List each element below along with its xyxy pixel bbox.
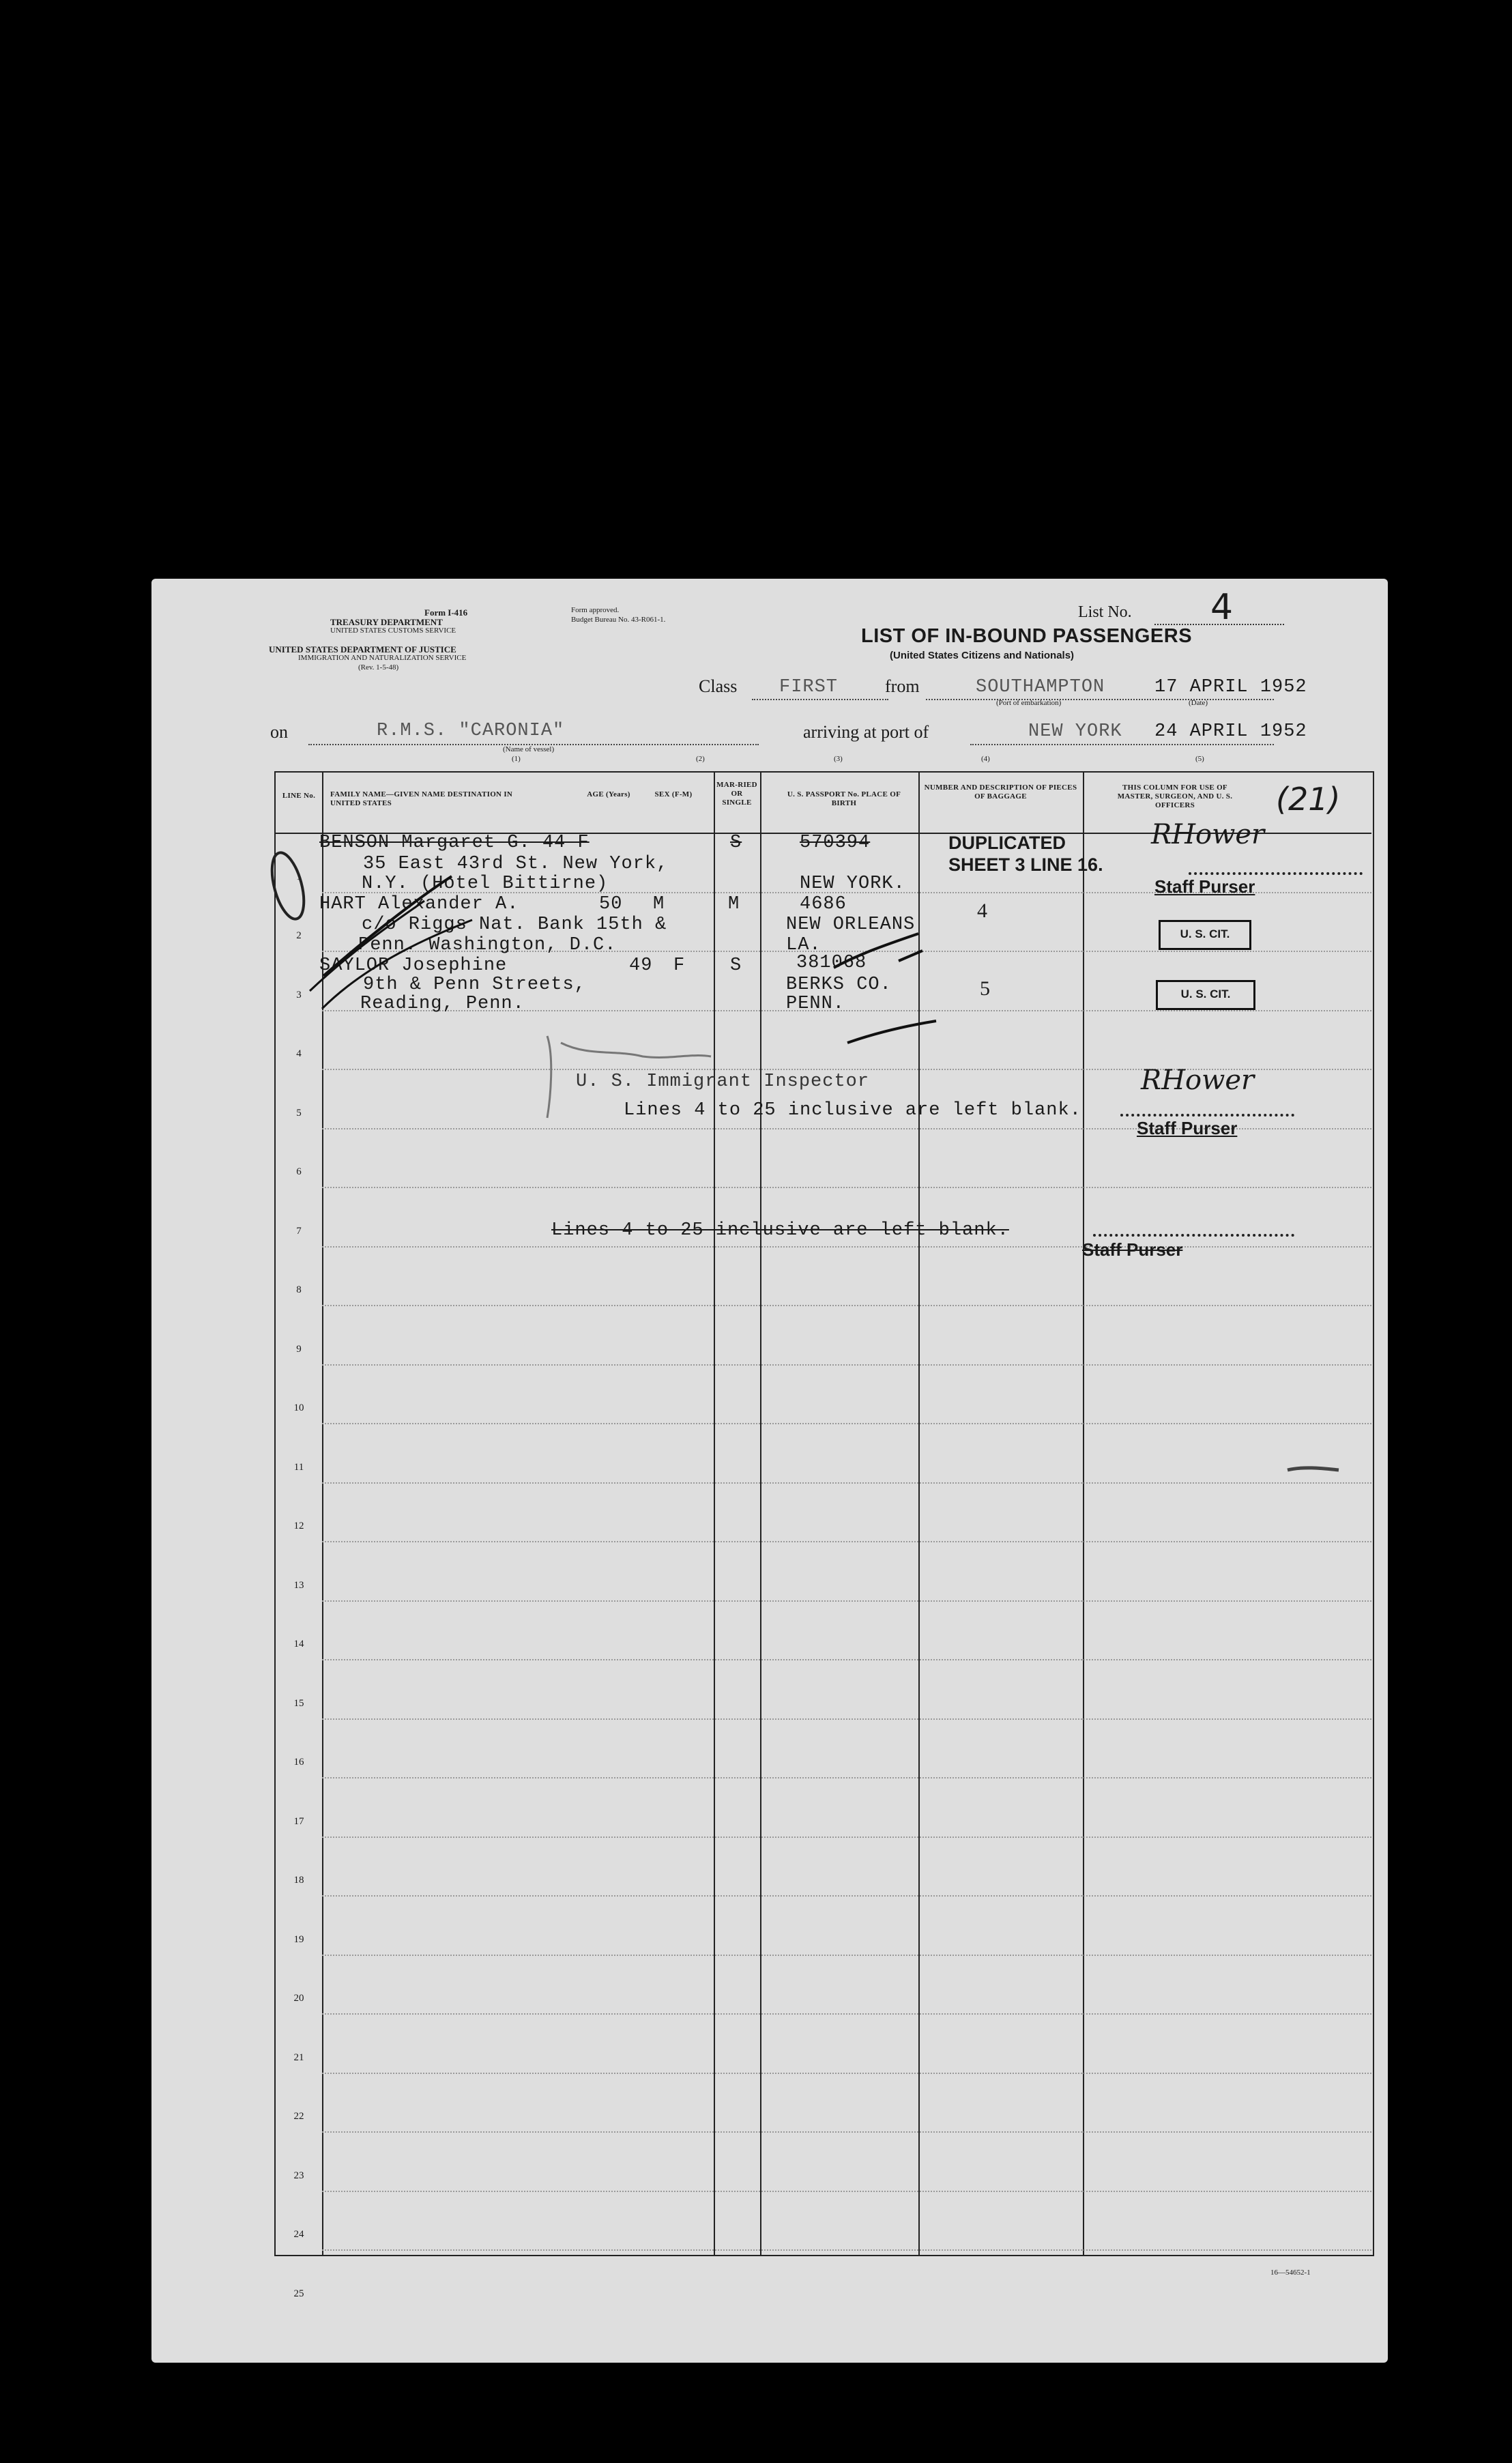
hart-address-2: Penn. Washington, D.C. [358, 935, 617, 955]
line-number: 8 [296, 1284, 302, 1295]
benson-address-2: N.Y. (Hotel Bittirne) [362, 874, 609, 894]
revision: (Rev. 1-5-48) [358, 663, 399, 672]
vessel-note: (Name of vessel) [503, 745, 555, 753]
line-number: 18 [293, 1875, 304, 1886]
us-citizen-stamp: U. S. CIT. [1159, 920, 1251, 950]
line-number: 5 [296, 1107, 302, 1119]
ruled-line [322, 1305, 1371, 1306]
duplicated-note-1: DUPLICATED [948, 833, 1066, 853]
staff-purser-3: Staff Purser [1082, 1239, 1183, 1260]
from-value: SOUTHAMPTON [976, 677, 1105, 697]
line-number: 23 [293, 2170, 304, 2181]
ruled-line [322, 1659, 1371, 1660]
col-num-2: (2) [696, 755, 705, 763]
ruled-line [322, 1482, 1371, 1484]
col-header-line: LINE No. [282, 792, 316, 800]
col-header-name: FAMILY NAME—GIVEN NAME DESTINATION IN UNITED STATES [330, 790, 513, 807]
document-title: LIST OF IN-BOUND PASSENGERS [861, 625, 1193, 647]
benson-address-1: 35 East 43rd St. New York, [363, 854, 669, 874]
saylor-passport: 381068 [796, 953, 867, 973]
staff-purser-1: Staff Purser [1154, 876, 1255, 897]
col-header-sex: SEX (F-M) [654, 790, 693, 798]
line-number: 4 [296, 1048, 302, 1059]
on-label: on [270, 722, 288, 742]
vessel-name: R.M.S. "CARONIA" [377, 721, 565, 741]
line-number: 16 [293, 1757, 304, 1768]
col-divider [760, 771, 761, 2255]
date-note: (Date) [1189, 699, 1208, 707]
line-number: 1 [296, 871, 302, 882]
arriving-label: arriving at port of [803, 722, 929, 742]
col-header-married: MAR-RIED OR SINGLE [716, 781, 757, 807]
hart-baggage: 4 [977, 899, 987, 922]
line-number: 24 [293, 2229, 304, 2240]
staff-purser-2: Staff Purser [1137, 1118, 1238, 1138]
inspector-caption: U. S. Immigrant Inspector [576, 1071, 870, 1092]
benson-passport: 570394 [800, 833, 871, 853]
saylor-name: SAYLOR Josephine [319, 955, 508, 976]
saylor-birthplace-2: PENN. [786, 994, 845, 1014]
line-number: 19 [293, 1933, 304, 1945]
col-divider [1083, 771, 1084, 2255]
saylor-birthplace-1: BERKS CO. [786, 975, 892, 995]
saylor-address-1: 9th & Penn Streets, [363, 975, 586, 995]
line-number: 21 [293, 2051, 304, 2063]
form-number: Form I-416 [424, 607, 468, 618]
line-number: 12 [293, 1521, 304, 1531]
struck-note-leader [1093, 1234, 1294, 1237]
list-number: 4 [1210, 587, 1234, 628]
ruled-line [322, 2249, 1371, 2251]
line-number: 20 [293, 1993, 304, 2004]
passenger-count: (21) [1276, 781, 1341, 818]
line-number: 2 [296, 930, 302, 941]
line-number: 25 [293, 2288, 304, 2299]
line-number: 22 [293, 2111, 304, 2122]
benson-marital: S [730, 833, 742, 853]
ruled-line [322, 1541, 1371, 1542]
blank-note-leader [1120, 1114, 1294, 1117]
hart-marital: M [728, 894, 740, 914]
form-approved: Form approved. [571, 606, 620, 614]
budget-bureau: Budget Bureau No. 43-R061-1. [571, 616, 666, 624]
ins-service: IMMIGRATION AND NATURALIZATION SERVICE [298, 654, 467, 662]
document-subtitle: (United States Citizens and Nationals) [890, 650, 1075, 661]
col-header-officers: THIS COLUMN FOR USE OF MASTER, SURGEON, AND U. S. OFFICERS [1117, 783, 1233, 809]
col-divider [322, 771, 323, 2255]
saylor-marital: S [730, 955, 742, 976]
hart-passport: 4686 [800, 894, 847, 914]
justice-dept: UNITED STATES DEPARTMENT OF JUSTICE [269, 644, 456, 654]
class-value: FIRST [779, 677, 839, 697]
list-no-label: List No. [1078, 603, 1132, 621]
line-number: 13 [293, 1579, 304, 1591]
embark-date: 17 APRIL 1952 [1154, 677, 1307, 697]
line-number: 7 [296, 1225, 302, 1237]
class-underline [752, 699, 888, 700]
line-number: 17 [293, 1815, 304, 1827]
line-number: 6 [296, 1166, 302, 1177]
hart-birthplace-1: NEW ORLEANS [786, 914, 916, 935]
from-underline [926, 699, 1274, 700]
ruled-line [322, 1423, 1371, 1424]
hart-birthplace-2: LA. [786, 935, 822, 955]
col-num-4: (4) [981, 755, 990, 763]
footer-code: 16—54652-1 [1270, 2268, 1311, 2277]
col-num-5: (5) [1195, 755, 1204, 763]
hart-age: 50 [599, 894, 623, 914]
ruled-line [322, 1187, 1371, 1188]
line-number: 11 [293, 1461, 304, 1473]
line-number: 9 [296, 1343, 302, 1355]
col-header-passport: U. S. PASSPORT No. PLACE OF BIRTH [787, 790, 901, 807]
col-header-age: AGE (Years) [587, 790, 630, 798]
col-header-baggage: NUMBER AND DESCRIPTION OF PIECES OF BAGGAGE [924, 783, 1077, 801]
line-number: 15 [293, 1697, 304, 1709]
ruled-line [322, 1837, 1371, 1838]
ruled-line [322, 1246, 1371, 1248]
line-number: 14 [293, 1639, 304, 1650]
line-number: 10 [293, 1402, 304, 1413]
ruled-line [322, 2191, 1371, 2192]
manifest-page [151, 579, 1388, 2363]
benson-birthplace: NEW YORK. [800, 874, 905, 894]
purser-signature-1: RHower [1151, 819, 1265, 850]
hart-name: HART Alexander A. [319, 894, 519, 914]
class-label: Class [699, 676, 738, 696]
hart-address-1: c/o Riggs Nat. Bank 15th & [362, 914, 667, 935]
blank-lines-note-struck: Lines 4 to 25 inclusive are left blank. [551, 1220, 1009, 1241]
saylor-age: 49 [629, 955, 653, 976]
hart-sex: M [653, 894, 665, 914]
arrival-date: 24 APRIL 1952 [1154, 721, 1307, 742]
ruled-line [322, 1364, 1371, 1366]
ruled-line [322, 2073, 1371, 2074]
ruled-line [322, 1955, 1371, 1956]
arrival-port: NEW YORK [1028, 721, 1122, 742]
customs-service: UNITED STATES CUSTOMS SERVICE [330, 626, 456, 635]
treasury-dept: TREASURY DEPARTMENT [330, 617, 443, 627]
duplicated-note-2: SHEET 3 LINE 16. [948, 854, 1103, 875]
ruled-line [322, 1895, 1371, 1897]
ruled-line [322, 1600, 1371, 1602]
saylor-address-2: Reading, Penn. [360, 994, 525, 1014]
from-label: from [885, 676, 920, 696]
ruled-line [322, 1718, 1371, 1720]
purser-signature-2: RHower [1141, 1065, 1255, 1096]
benson-name: BENSON Margaret G. 44 F [319, 833, 590, 853]
col-num-3: (3) [834, 755, 843, 763]
col-divider [714, 771, 715, 2255]
saylor-sex: F [673, 955, 686, 976]
ruled-line [322, 2013, 1371, 2015]
signature-leader-1 [1189, 872, 1363, 875]
blank-lines-note: Lines 4 to 25 inclusive are left blank. [624, 1100, 1081, 1121]
arrival-underline [970, 744, 1274, 745]
us-citizen-stamp: U. S. CIT. [1156, 980, 1255, 1010]
col-num-1: (1) [512, 755, 521, 763]
ruled-line [322, 2131, 1371, 2133]
col-divider [918, 771, 920, 2255]
saylor-baggage: 5 [980, 977, 990, 1000]
line-number: 3 [296, 989, 302, 1000]
port-embark-note: (Port of embarkation) [996, 699, 1062, 707]
ruled-line [322, 1777, 1371, 1778]
